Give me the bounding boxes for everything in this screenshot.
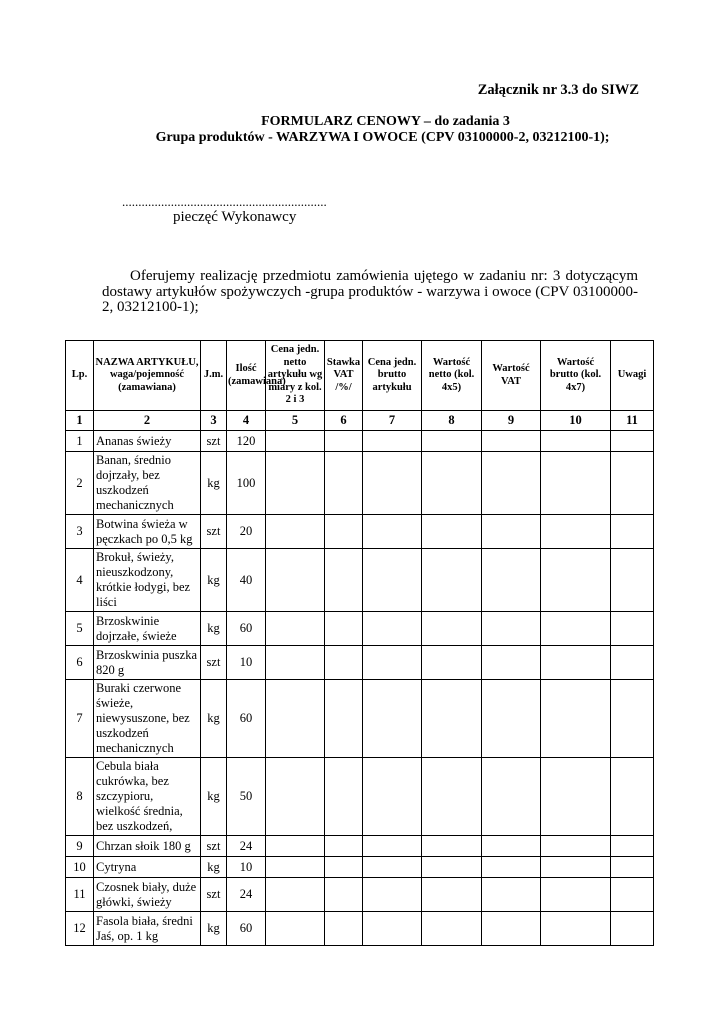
row-qty: 24 (227, 836, 266, 857)
table-row (66, 646, 654, 680)
row-notes-cell[interactable] (611, 680, 654, 758)
column-number: 8 (422, 411, 482, 431)
row-notes-cell[interactable] (611, 878, 654, 912)
row-unit: szt (201, 515, 227, 549)
row-notes-cell[interactable] (611, 549, 654, 612)
row-lp: 8 (66, 758, 94, 836)
row-lp: 5 (66, 612, 94, 646)
header-gross-price: Cena jedn. brutto artykułu (363, 341, 422, 411)
row-vat-value-cell[interactable] (482, 646, 541, 680)
row-qty: 60 (227, 912, 266, 946)
row-unit: szt (201, 836, 227, 857)
table-row (66, 878, 654, 912)
row-gross-value-cell[interactable] (541, 680, 611, 758)
offer-text: Oferujemy realizację przedmiotu zamówienia ujętego w zadaniu nr: 3 dotyczącym dostawy artykułów spożywczych -grupa produktów - warzywa i owoce (CPV 03100000-2, 03212100-1); (102, 268, 638, 315)
row-item-name: Ananas świeży (94, 431, 201, 452)
row-vat-value-cell[interactable] (482, 758, 541, 836)
row-net-value-cell[interactable] (422, 431, 482, 452)
row-qty: 10 (227, 857, 266, 878)
row-item-name: Cebula biała cukrówka, bez szczypioru, wielkość średnia, bez uszkodzeń, (94, 758, 201, 836)
header-vat-rate: Stawka VAT /%/ (325, 341, 363, 411)
header-net-value: Wartość netto (kol. 4x5) (422, 341, 482, 411)
annex-label: Załącznik nr 3.3 do SIWZ (477, 82, 639, 98)
signature-label: pieczęć Wykonawcy (173, 209, 297, 225)
row-lp: 2 (66, 452, 94, 515)
row-net-value-cell[interactable] (422, 549, 482, 612)
row-qty: 40 (227, 549, 266, 612)
row-net-value-cell[interactable] (422, 646, 482, 680)
row-vat-value-cell[interactable] (482, 857, 541, 878)
row-unit: kg (201, 912, 227, 946)
row-vat-rate-cell[interactable] (325, 857, 363, 878)
column-number-row (66, 411, 654, 431)
row-gross-price-cell[interactable] (363, 912, 422, 946)
row-item-name: Fasola biała, średni Jaś, op. 1 kg (94, 912, 201, 946)
form-title (0, 114, 725, 146)
row-lp: 11 (66, 878, 94, 912)
row-qty: 60 (227, 612, 266, 646)
row-gross-value-cell[interactable] (541, 857, 611, 878)
row-vat-rate-cell[interactable] (325, 515, 363, 549)
column-number: 4 (227, 411, 266, 431)
row-vat-value-cell[interactable] (482, 912, 541, 946)
row-lp: 1 (66, 431, 94, 452)
row-gross-price-cell[interactable] (363, 612, 422, 646)
table-header-row (66, 341, 654, 411)
row-net-price-cell[interactable] (266, 680, 325, 758)
row-unit: kg (201, 758, 227, 836)
row-gross-value-cell[interactable] (541, 836, 611, 857)
form-title-line2: Grupa produktów - WARZYWA I OWOCE (CPV 03100000-2, 03212100-1); (155, 130, 610, 145)
header-gross-value: Wartość brutto (kol. 4x7) (541, 341, 611, 411)
row-qty: 120 (227, 431, 266, 452)
row-vat-value-cell[interactable] (482, 452, 541, 515)
column-number: 6 (325, 411, 363, 431)
row-net-price-cell[interactable] (266, 549, 325, 612)
row-vat-rate-cell[interactable] (325, 612, 363, 646)
row-notes-cell[interactable] (611, 857, 654, 878)
header-notes: Uwagi (611, 341, 654, 411)
row-item-name: Brzoskwinia puszka 820 g (94, 646, 201, 680)
row-net-price-cell[interactable] (266, 758, 325, 836)
row-lp: 3 (66, 515, 94, 549)
row-net-price-cell[interactable] (266, 836, 325, 857)
row-unit: kg (201, 612, 227, 646)
table-row (66, 912, 654, 946)
row-net-value-cell[interactable] (422, 878, 482, 912)
row-gross-price-cell[interactable] (363, 646, 422, 680)
row-vat-rate-cell[interactable] (325, 912, 363, 946)
row-item-name: Chrzan słoik 180 g (94, 836, 201, 857)
row-unit: kg (201, 452, 227, 515)
price-table (65, 340, 654, 946)
row-qty: 10 (227, 646, 266, 680)
row-vat-rate-cell[interactable] (325, 646, 363, 680)
row-net-value-cell[interactable] (422, 612, 482, 646)
table-row (66, 452, 654, 515)
table-row (66, 612, 654, 646)
row-gross-value-cell[interactable] (541, 515, 611, 549)
row-gross-price-cell[interactable] (363, 878, 422, 912)
header-unit: J.m. (201, 341, 227, 411)
row-notes-cell[interactable] (611, 515, 654, 549)
row-notes-cell[interactable] (611, 452, 654, 515)
row-gross-value-cell[interactable] (541, 612, 611, 646)
row-vat-value-cell[interactable] (482, 680, 541, 758)
row-net-price-cell[interactable] (266, 857, 325, 878)
row-gross-price-cell[interactable] (363, 836, 422, 857)
row-net-price-cell[interactable] (266, 878, 325, 912)
table-row (66, 515, 654, 549)
row-lp: 12 (66, 912, 94, 946)
row-qty: 20 (227, 515, 266, 549)
row-gross-value-cell[interactable] (541, 452, 611, 515)
row-item-name: Buraki czerwone świeże, niewysuszone, bez uszkodzeń mechanicznych (94, 680, 201, 758)
offer-paragraph (102, 269, 638, 316)
form-title-line1: FORMULARZ CENOWY – do zadania 3 (261, 114, 510, 129)
row-net-value-cell[interactable] (422, 912, 482, 946)
row-notes-cell[interactable] (611, 646, 654, 680)
row-net-value-cell[interactable] (422, 680, 482, 758)
row-vat-rate-cell[interactable] (325, 878, 363, 912)
row-gross-price-cell[interactable] (363, 515, 422, 549)
table-row (66, 680, 654, 758)
row-lp: 7 (66, 680, 94, 758)
row-qty: 60 (227, 680, 266, 758)
row-unit: szt (201, 646, 227, 680)
row-gross-price-cell[interactable] (363, 857, 422, 878)
row-net-value-cell[interactable] (422, 857, 482, 878)
column-number: 10 (541, 411, 611, 431)
row-net-price-cell[interactable] (266, 912, 325, 946)
row-lp: 10 (66, 857, 94, 878)
row-net-price-cell[interactable] (266, 646, 325, 680)
signature-line: ............................................................... (122, 194, 327, 209)
row-net-price-cell[interactable] (266, 612, 325, 646)
row-item-name: Czosnek biały, duże główki, świeży (94, 878, 201, 912)
row-gross-value-cell[interactable] (541, 758, 611, 836)
column-number: 7 (363, 411, 422, 431)
row-notes-cell[interactable] (611, 912, 654, 946)
row-gross-value-cell[interactable] (541, 646, 611, 680)
table-row (66, 857, 654, 878)
row-vat-value-cell[interactable] (482, 549, 541, 612)
row-item-name: Banan, średnio dojrzały, bez uszkodzeń mechanicznych (94, 452, 201, 515)
row-net-value-cell[interactable] (422, 515, 482, 549)
header-vat-value: Wartość VAT (482, 341, 541, 411)
row-unit: szt (201, 431, 227, 452)
row-vat-rate-cell[interactable] (325, 758, 363, 836)
row-lp: 6 (66, 646, 94, 680)
row-qty: 50 (227, 758, 266, 836)
column-number: 11 (611, 411, 654, 431)
row-notes-cell[interactable] (611, 612, 654, 646)
row-lp: 4 (66, 549, 94, 612)
row-notes-cell[interactable] (611, 431, 654, 452)
column-number: 1 (66, 411, 94, 431)
row-vat-rate-cell[interactable] (325, 680, 363, 758)
row-item-name: Brokuł, świeży, nieuszkodzony, krótkie łodygi, bez liści (94, 549, 201, 612)
row-net-price-cell[interactable] (266, 515, 325, 549)
column-number: 2 (94, 411, 201, 431)
row-lp: 9 (66, 836, 94, 857)
table-row (66, 836, 654, 857)
row-unit: kg (201, 549, 227, 612)
table-row (66, 431, 654, 452)
column-number: 9 (482, 411, 541, 431)
row-gross-price-cell[interactable] (363, 758, 422, 836)
row-vat-rate-cell[interactable] (325, 452, 363, 515)
row-gross-value-cell[interactable] (541, 878, 611, 912)
row-vat-rate-cell[interactable] (325, 431, 363, 452)
row-item-name: Cytryna (94, 857, 201, 878)
row-vat-value-cell[interactable] (482, 878, 541, 912)
row-vat-rate-cell[interactable] (325, 549, 363, 612)
row-vat-value-cell[interactable] (482, 612, 541, 646)
row-vat-value-cell[interactable] (482, 431, 541, 452)
header-net-price: Cena jedn. netto artykułu wg miary z kol. 2 i 3 (266, 341, 325, 411)
table-row (66, 758, 654, 836)
row-item-name: Botwina świeża w pęczkach po 0,5 kg (94, 515, 201, 549)
row-qty: 24 (227, 878, 266, 912)
column-number: 5 (266, 411, 325, 431)
table-row (66, 549, 654, 612)
row-net-value-cell[interactable] (422, 758, 482, 836)
row-gross-value-cell[interactable] (541, 549, 611, 612)
row-gross-price-cell[interactable] (363, 452, 422, 515)
row-unit: kg (201, 680, 227, 758)
column-number: 3 (201, 411, 227, 431)
header-lp: Lp. (66, 341, 94, 411)
row-net-value-cell[interactable] (422, 452, 482, 515)
row-gross-price-cell[interactable] (363, 680, 422, 758)
row-gross-value-cell[interactable] (541, 431, 611, 452)
row-vat-rate-cell[interactable] (325, 836, 363, 857)
row-gross-price-cell[interactable] (363, 431, 422, 452)
row-notes-cell[interactable] (611, 758, 654, 836)
row-vat-value-cell[interactable] (482, 515, 541, 549)
row-unit: kg (201, 857, 227, 878)
header-name: NAZWA ARTYKUŁU, waga/pojemność (zamawiana) (94, 341, 201, 411)
row-gross-value-cell[interactable] (541, 912, 611, 946)
row-net-price-cell[interactable] (266, 452, 325, 515)
row-unit: szt (201, 878, 227, 912)
row-item-name: Brzoskwinie dojrzałe, świeże (94, 612, 201, 646)
row-qty: 100 (227, 452, 266, 515)
row-net-price-cell[interactable] (266, 431, 325, 452)
header-qty: Ilość (zamawiana) (227, 341, 266, 411)
row-vat-value-cell[interactable] (482, 836, 541, 857)
row-net-value-cell[interactable] (422, 836, 482, 857)
row-notes-cell[interactable] (611, 836, 654, 857)
row-gross-price-cell[interactable] (363, 549, 422, 612)
